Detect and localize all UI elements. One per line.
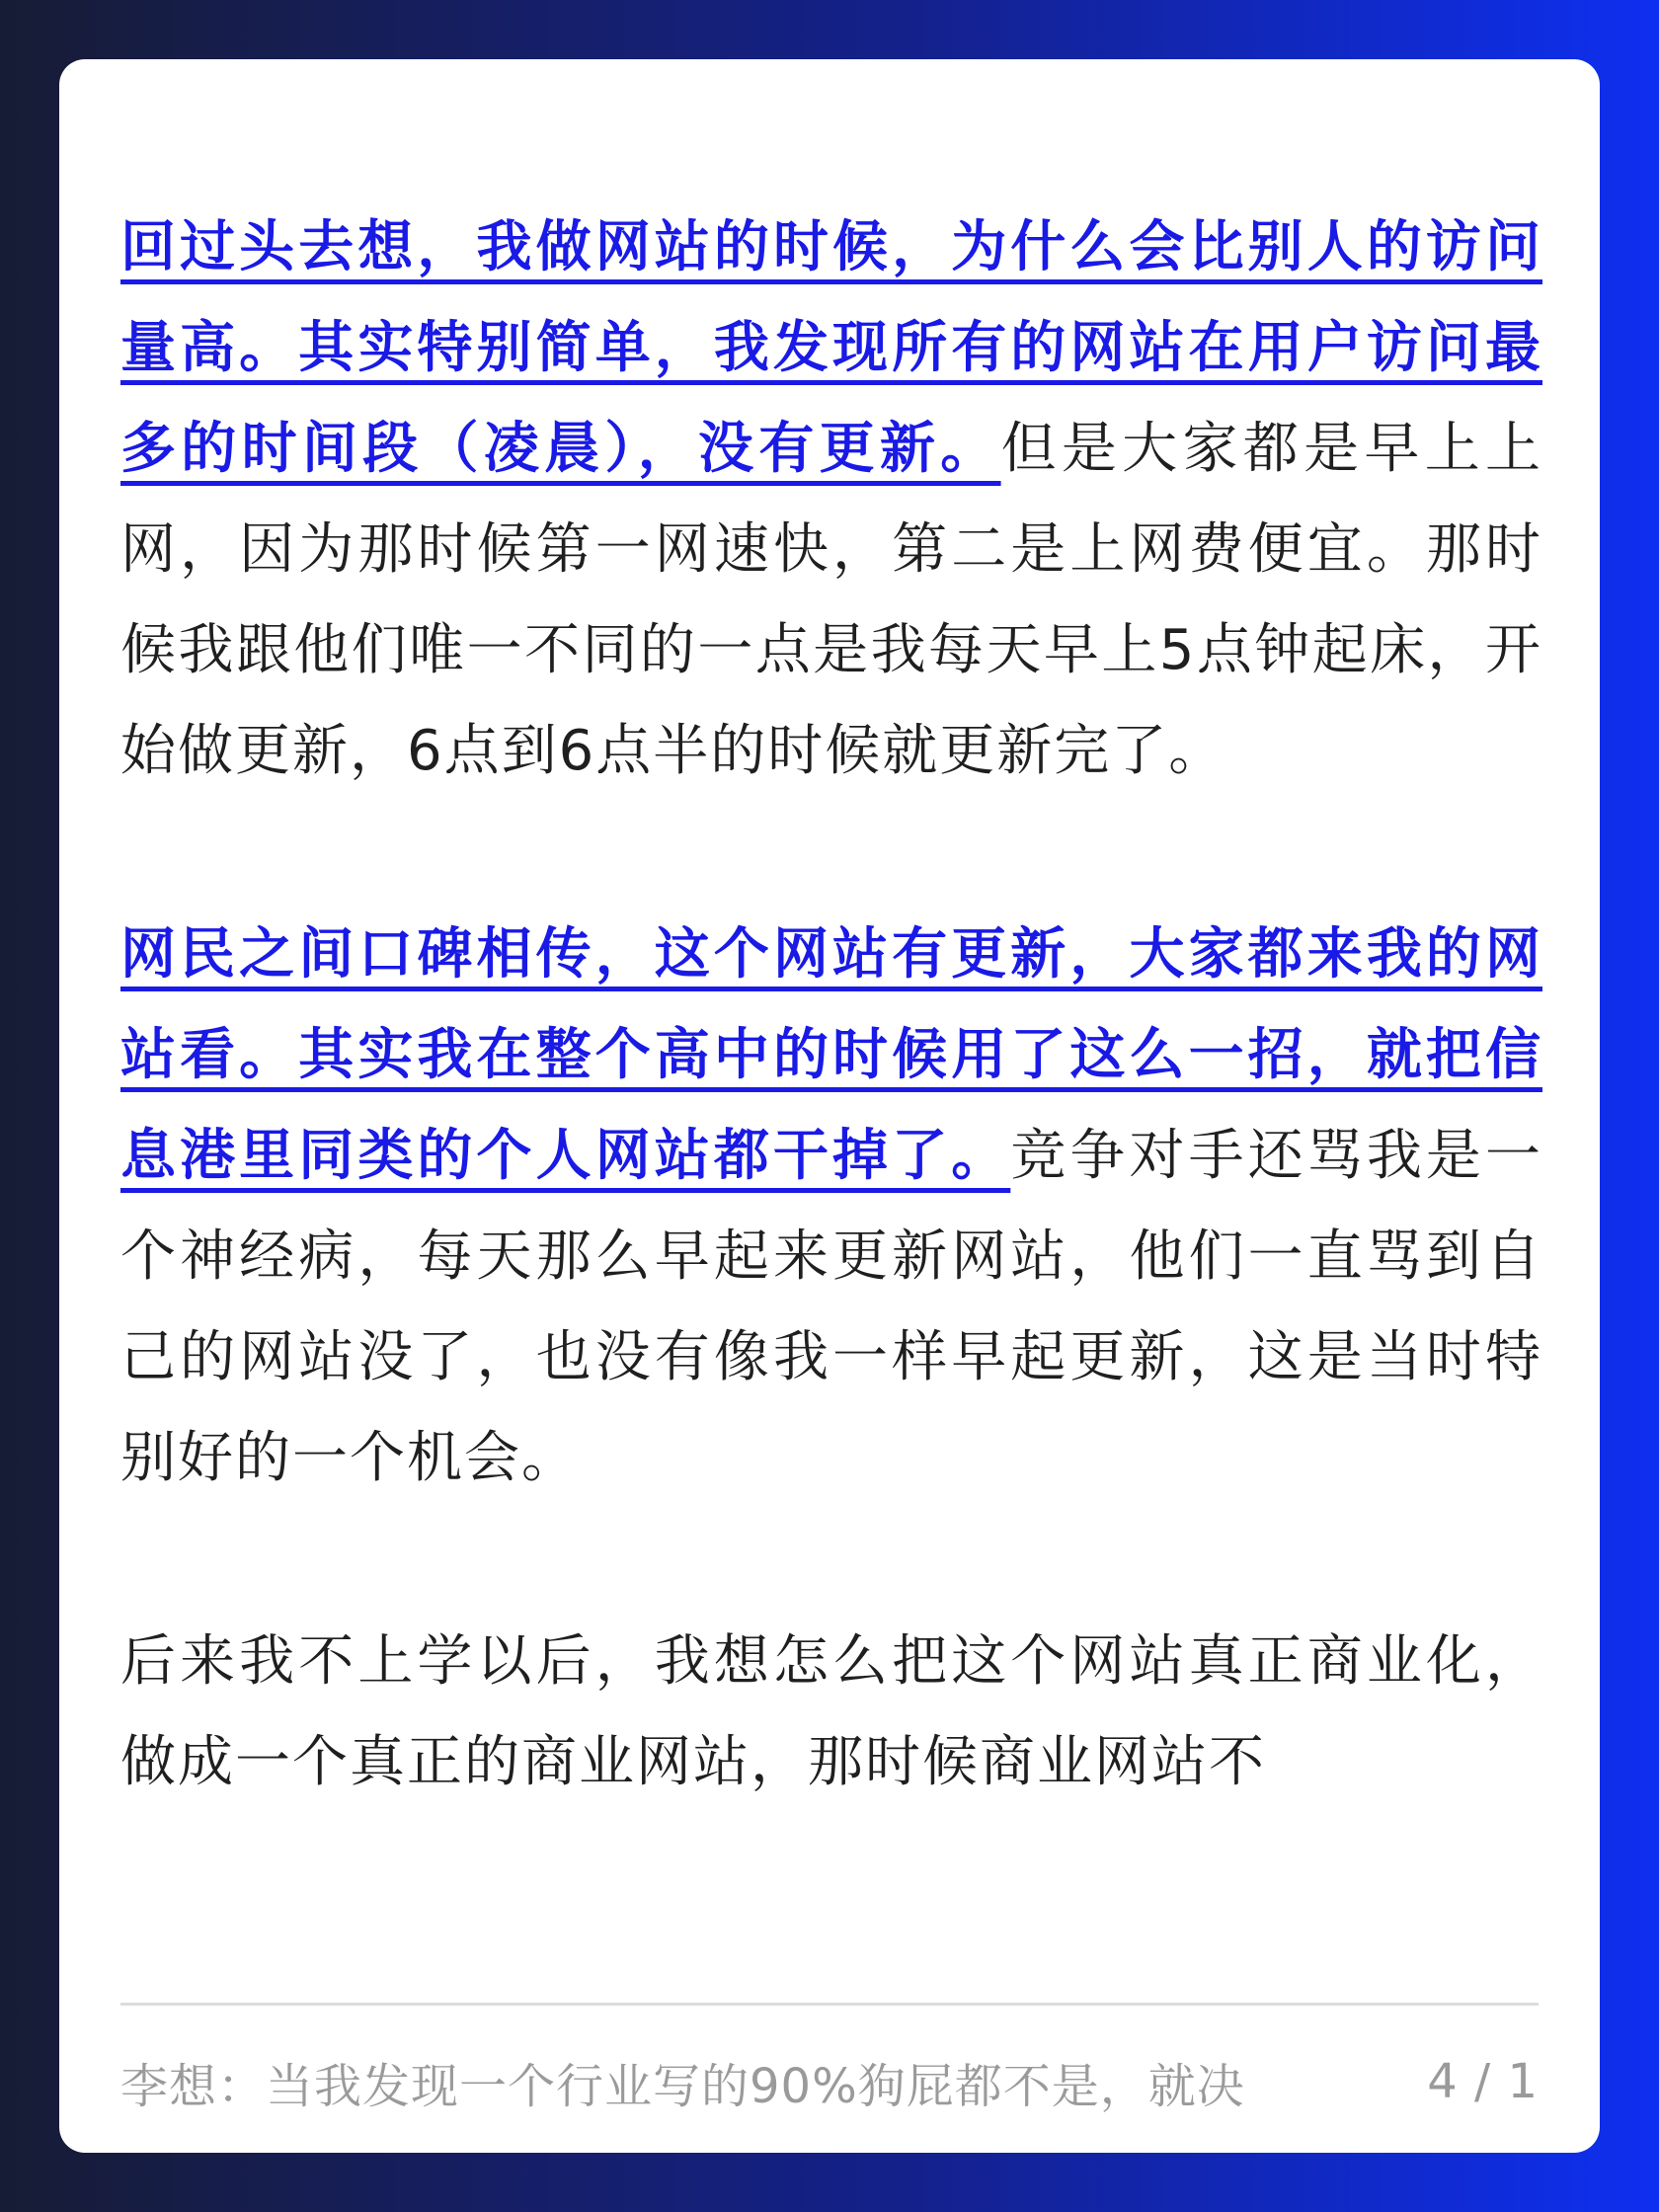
paragraph-3 xyxy=(120,1612,1542,1813)
highlighted-text: 回过头去想，我做网站的时候，为什么会比别人的访问量高。其实特别简单，我发现所有的网站在用户访问最多的时间段（凌晨），没有更新。 xyxy=(120,215,1542,481)
paragraph-1 xyxy=(120,198,1542,802)
highlighted-text: 网民之间口碑相传，这个网站有更新，大家都来我的网站看。其实我在整个高中的时候用了这么一招，就把信息港里同类的个人网站都干掉了。 xyxy=(120,922,1542,1188)
body-text: 竞争对手还骂我是一个神经病，每天那么早起来更新网站，他们一直骂到自己的网站没了，也没有像我一样早起更新，这是当时特别好的一个机会。 xyxy=(120,1124,1543,1490)
footer xyxy=(120,2034,1539,2129)
footer-divider xyxy=(120,2003,1539,2006)
body-text: 但是大家都是早上上网，因为那时候第一网速快，第二是上网费便宜。那时候我跟他们唯一不同的一点是我每天早上5点钟起床，开始做更新，6点到6点半的时候就更新完了。 xyxy=(120,417,1543,783)
article-body xyxy=(120,198,1542,1916)
page-indicator: 4 / 1 xyxy=(1427,2054,1539,2109)
article-title: 李想：当我发现一个行业写的90%狗屁都不是，就决 xyxy=(120,2058,1245,2114)
article-card xyxy=(59,59,1600,2153)
paragraph-2 xyxy=(120,905,1542,1509)
body-text: 后来我不上学以后，我想怎么把这个网站真正商业化，做成一个真正的商业网站，那时候商业网站不 xyxy=(120,1629,1542,1794)
